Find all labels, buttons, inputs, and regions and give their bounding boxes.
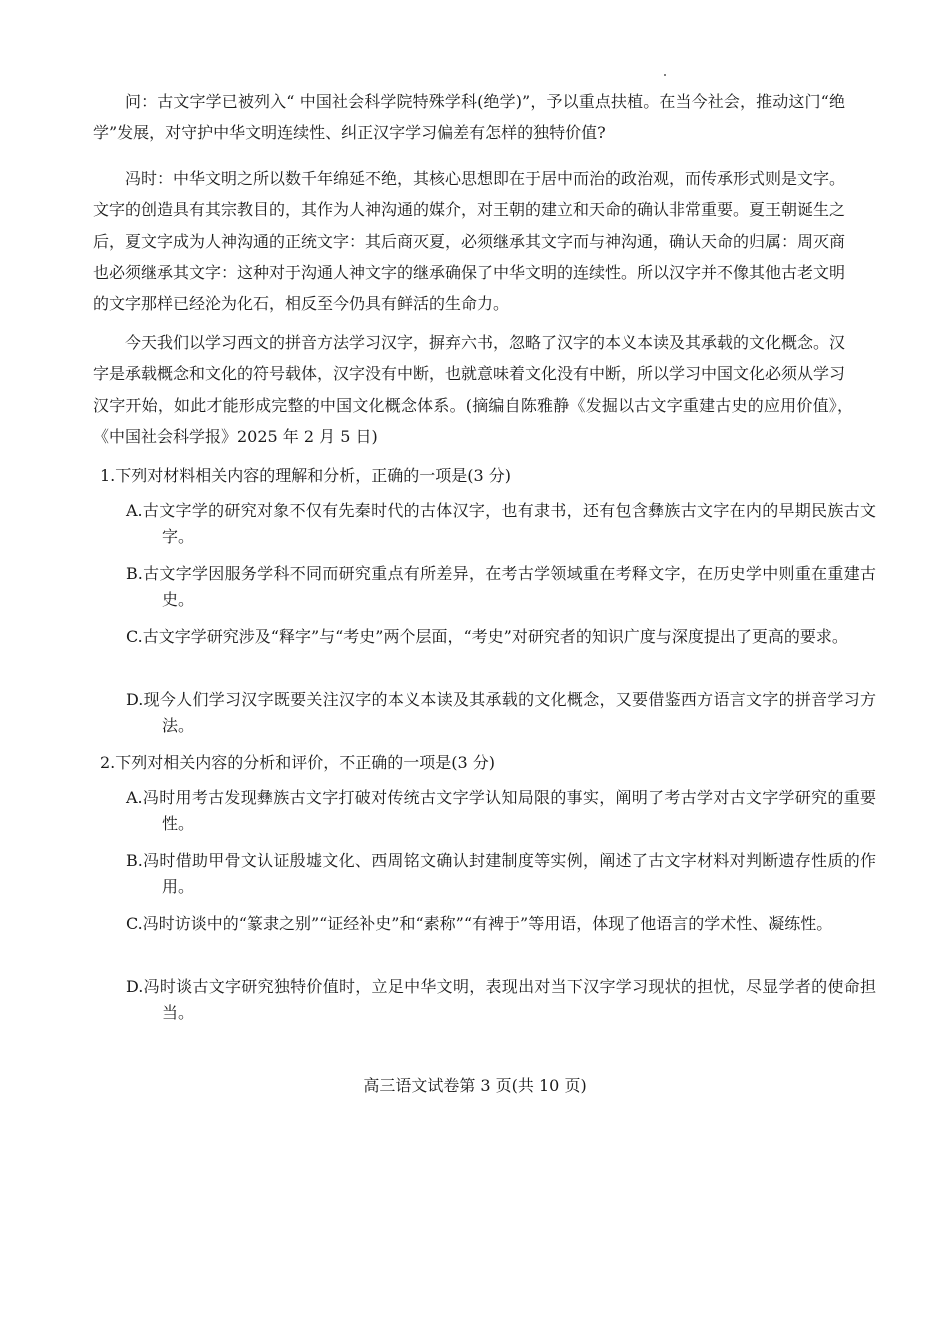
interview-question-paragraph: 问：古文字学已被列入“ 中国社会科学院特殊学科(绝学)”，予以重点扶植。在当今社会，推动这门“绝学”发展，对守护中华文明连续性、纠正汉字学习偏差有怎样的独特价值? (93, 92, 845, 143)
question-2-option-b: B.冯时借助甲骨文认证殷墟文化、西周铭文确认封建制度等实例，阐述了古文字材料对判断遗存性质的作用。 (126, 851, 876, 896)
scan-speck (664, 74, 666, 76)
interview-continuation-paragraph: 今天我们以学习西文的拼音方法学习汉字，摒弃六书，忽略了汉字的本义本读及其承载的文化概念。汉字是承载概念和文化的符号载体，汉字没有中断，也就意味着文化没有中断，所以学习中国文化必须从学习汉字开始，如此才能形成完整的中国文化概念体系。(摘编自陈雅静《发掘以古文字重建古史的应用价值》， 《中国社会科学报》2025 年 2 月 5 日) (93, 333, 862, 446)
question-1-option-b: B.古文字学因服务学科不同而研究重点有所差异，在考古学领域重在考释文字，在历史学中则重在重建古史。 (126, 564, 876, 609)
question-2-option-a: A.冯时用考古发现彝族古文字打破对传统古文字学认知局限的事实，阐明了考古学对古文字学研究的重要性。 (126, 788, 876, 833)
interview-answer-paragraph: 冯时：中华文明之所以数千年绵延不绝，其核心思想即在于居中而治的政治观，而传承形式则是文字。文字的创造具有其宗教目的，其作为人神沟通的媒介，对王朝的建立和天命的确认非常重要。夏王朝诞生之后，夏文字成为人神沟通的正统文字：其后商灭夏，必须继承其文字而与神沟通，确认天命的归属：周灭商也必须继承其文字：这种对于沟通人神文字的继承确保了中华文明的连续性。所以汉字并不像其他古老文明的文字那样已经沦为化石，相反至今仍具有鲜活的生命力。 (93, 169, 846, 314)
question-1-stem: 1.下列对材料相关内容的理解和分析，正确的一项是(3 分) (100, 466, 512, 485)
question-1-option-c: C.古文字学研究涉及“释字”与“考史”两个层面，“考史”对研究者的知识广度与深度提出了更高的要求。 (126, 627, 848, 646)
question-2-option-d: D.冯时谈古文字研究独特价值时，立足中华文明，表现出对当下汉字学习现状的担忧，尽显学者的使命担当。 (126, 977, 876, 1022)
question-1-option-a: A.古文字学的研究对象不仅有先秦时代的古体汉字，也有隶书，还有包含彝族古文字在内的早期民族古文字。 (126, 501, 876, 546)
page-footer: 高三语文试卷第 3 页(共 10 页) (363, 1076, 587, 1095)
question-2-option-c: C.冯时访谈中的“篆隶之别”“证经补史”和“素称”“有裨于”等用语，体现了他语言的学术性、凝练性。 (126, 914, 833, 933)
question-1-option-d: D.现今人们学习汉字既要关注汉字的本义本读及其承载的文化概念，又要借鉴西方语言文字的拼音学习方法。 (126, 690, 876, 735)
question-2-stem: 2.下列对相关内容的分析和评价，不正确的一项是(3 分) (100, 753, 496, 772)
